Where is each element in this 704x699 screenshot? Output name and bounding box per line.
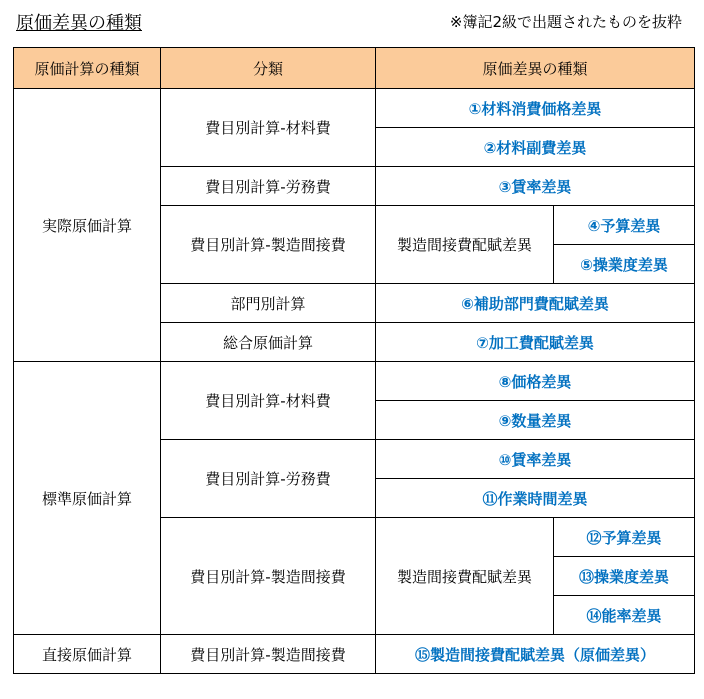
variance-cell: ⑨数量差異 [376,401,695,440]
cost-type-cell: 標準原価計算 [14,362,161,635]
table-row [14,362,695,401]
category-cell: 総合原価計算 [161,323,376,362]
category-cell: 費目別計算-製造間接費 [161,635,376,674]
variance-cell: ⑧価格差異 [376,362,695,401]
variance-cell: ①材料消費価格差異 [376,89,695,128]
variance-cell: ⑤操業度差異 [554,245,695,284]
table-row [14,89,695,128]
category-cell: 費目別計算-労務費 [161,440,376,518]
subcategory-cell: 製造間接費配賦差異 [376,518,554,635]
category-cell: 費目別計算-材料費 [161,89,376,167]
category-cell: 費目別計算-労務費 [161,167,376,206]
subcategory-cell: 製造間接費配賦差異 [376,206,554,284]
variance-table [13,47,695,674]
category-cell: 費目別計算-製造間接費 [161,206,376,284]
variance-cell: ⑮製造間接費配賦差異（原価差異） [376,635,695,674]
note: ※簿記2級で出題されたものを抜粋 [449,13,682,31]
variance-cell: ⑥補助部門費配賦差異 [376,284,695,323]
variance-cell: ⑪作業時間差異 [376,479,695,518]
category-cell: 費目別計算-製造間接費 [161,518,376,635]
header-row [14,48,695,89]
variance-cell: ②材料副費差異 [376,128,695,167]
table-row [14,635,695,674]
category-cell: 部門別計算 [161,284,376,323]
variance-cell: ③賃率差異 [376,167,695,206]
cost-type-cell: 実際原価計算 [14,89,161,362]
category-cell: 費目別計算-材料費 [161,362,376,440]
variance-cell: ⑩賃率差異 [376,440,695,479]
variance-cell: ⑦加工費配賦差異 [376,323,695,362]
variance-cell: ⑫予算差異 [554,518,695,557]
header-category: 分類 [161,48,376,89]
header-cost-type: 原価計算の種類 [14,48,161,89]
cost-type-cell: 直接原価計算 [14,635,161,674]
page-title: 原価差異の種類 [16,13,142,34]
header-variance-type: 原価差異の種類 [376,48,695,89]
variance-cell: ⑬操業度差異 [554,557,695,596]
variance-cell: ④予算差異 [554,206,695,245]
variance-cell: ⑭能率差異 [554,596,695,635]
